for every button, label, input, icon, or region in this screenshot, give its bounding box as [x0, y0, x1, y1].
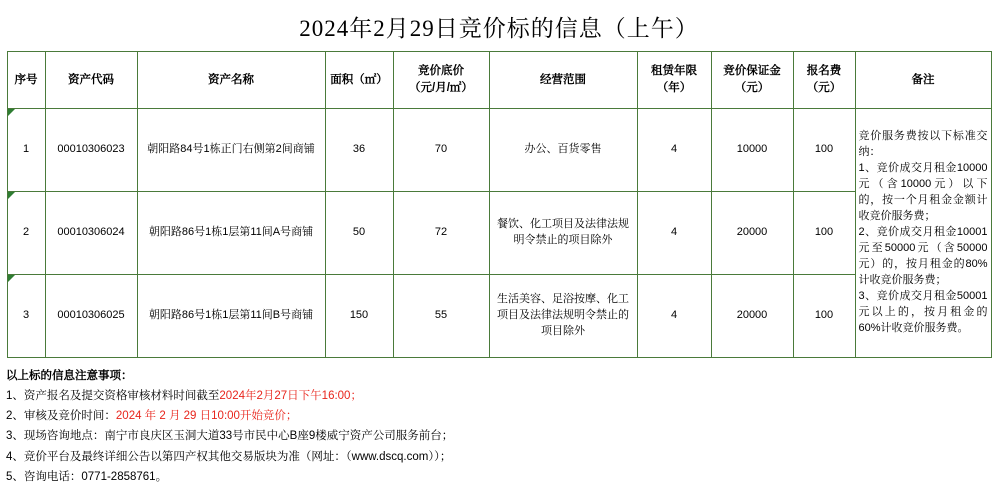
cell-years: 4 [637, 275, 711, 358]
th-remark-line1: 备注 [911, 73, 935, 86]
th-name [137, 52, 325, 109]
cell-fee: 100 [793, 275, 855, 358]
cell-no: 1 [7, 109, 45, 192]
cell-area: 50 [325, 192, 393, 275]
cell-no: 2 [7, 192, 45, 275]
th-area-line1: 面积（㎡） [330, 73, 388, 86]
cell-area: 150 [325, 275, 393, 358]
cell-deposit: 20000 [711, 275, 793, 358]
cell-remark [855, 109, 991, 358]
table-header-row [7, 52, 991, 109]
remark-intro: 竞价服务费按以下标准交纳： [858, 130, 988, 159]
th-no [7, 52, 45, 109]
cell-deposit: 10000 [711, 109, 793, 192]
cell-scope: 办公、百货零售 [489, 109, 637, 192]
th-no-line1: 序号 [14, 73, 38, 86]
remark-item-1: 1、竞价成交月租金10000元（含10000元）以下的，按一个月租金金额计收竞价服务费； [858, 162, 988, 223]
cell-name: 朝阳路84号1栋正门右侧第2间商铺 [137, 109, 325, 192]
table-row [7, 109, 991, 192]
cell-years: 4 [637, 109, 711, 192]
th-price-line2: （元/月/㎡） [409, 82, 473, 94]
note-line-3: 3、现场咨询地点：南宁市良庆区玉洞大道33号市民中心B座9楼威宁资产公司服务前台； [6, 430, 454, 443]
cell-deposit: 20000 [711, 192, 793, 275]
cell-name: 朝阳路86号1栋1层第11间B号商铺 [137, 275, 325, 358]
note-line-4: 4、竞价平台及最终详细公告以第四产权其他交易版块为准（网址：（www.dscq.com））； [6, 450, 452, 463]
th-remark [855, 52, 991, 109]
remark-item-3: 3、竞价成交月租金50001元以上的，按月租金的60%计收竞价服务费。 [858, 289, 988, 334]
note-line-1-date: 2024年2月27日下午16:00； [219, 390, 362, 403]
th-fee [793, 52, 855, 109]
th-scope [489, 52, 637, 109]
cell-fee: 100 [793, 109, 855, 192]
th-fee-line1: 报名费 [806, 65, 842, 78]
cell-code: 00010306023 [45, 109, 137, 192]
notes-heading: 以上标的信息注意事项： [6, 370, 133, 382]
bidding-info-table [7, 51, 992, 358]
th-area [325, 52, 393, 109]
cell-price: 72 [393, 192, 489, 275]
note-line-1-prefix: 1、资产报名及提交资格审核材料时间截至 [6, 390, 220, 403]
th-deposit-line1: 竞价保证金 [723, 65, 781, 78]
th-scope-line1: 经营范围 [540, 73, 586, 86]
th-deposit [711, 52, 793, 109]
th-price [393, 52, 489, 109]
th-code-line1: 资产代码 [68, 73, 114, 86]
note-line-2 [6, 406, 998, 426]
note-line-1 [6, 386, 998, 406]
cell-fee: 100 [793, 192, 855, 275]
cell-code: 00010306024 [45, 192, 137, 275]
cell-scope: 餐饮、化工项目及法律法规明令禁止的项目除外 [489, 192, 637, 275]
table-row [7, 275, 991, 358]
notes-section [6, 366, 998, 487]
table-row [7, 192, 991, 275]
remark-item-2: 2、竞价成交月租金10001元至50000元（含50000元）的，按月租金的80%计收竞价服务费； [858, 226, 988, 286]
cell-years: 4 [637, 192, 711, 275]
cell-no: 3 [7, 275, 45, 358]
note-line-2-prefix: 2、审核及竞价时间： [6, 410, 116, 423]
cell-scope: 生活美容、足浴按摩、化工项目及法律法规明令禁止的项目除外 [489, 275, 637, 358]
note-line-5: 5、咨询电话：0771-2858761。 [6, 470, 168, 483]
th-years-line2: （年） [656, 82, 692, 94]
cell-price: 70 [393, 109, 489, 192]
th-years-line1: 租赁年限 [651, 65, 697, 78]
cell-price: 55 [393, 275, 489, 358]
th-name-line1: 资产名称 [208, 73, 254, 86]
th-years [637, 52, 711, 109]
page-title: 2024年2月29日竞价标的信息（上午） [299, 16, 699, 41]
th-code [45, 52, 137, 109]
cell-area: 36 [325, 109, 393, 192]
th-fee-line2: （元） [806, 82, 842, 94]
th-price-line1: 竞价底价 [418, 65, 464, 78]
note-line-2-date: 2024 年 2 月 29 日10:00开始竞价； [115, 410, 298, 423]
cell-name: 朝阳路86号1栋1层第11间A号商铺 [137, 192, 325, 275]
cell-code: 00010306025 [45, 275, 137, 358]
th-deposit-line2: （元） [734, 82, 770, 94]
